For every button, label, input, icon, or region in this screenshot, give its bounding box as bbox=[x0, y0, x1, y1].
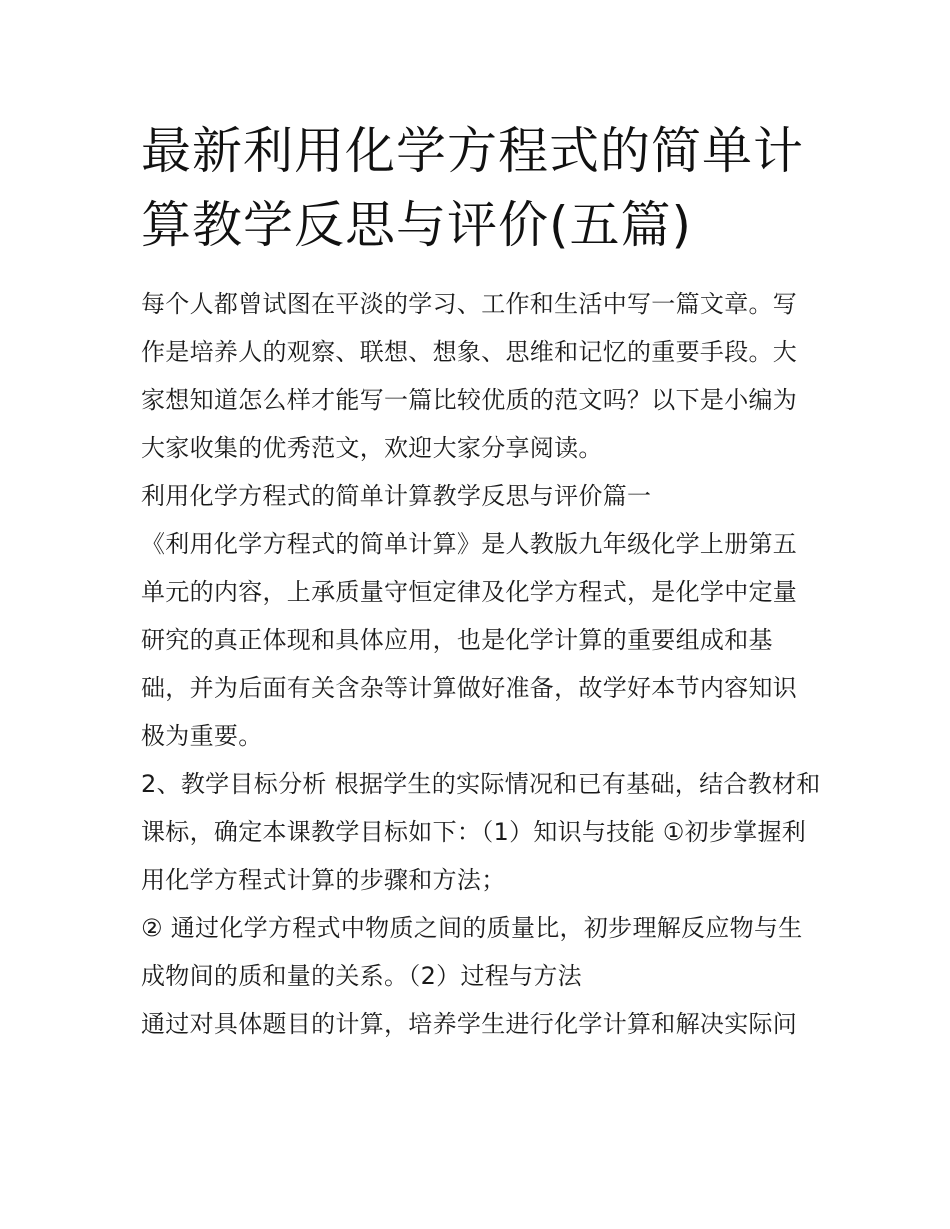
document-body bbox=[141, 280, 821, 1048]
objectives-item-paragraph: ② 通过化学方程式中物质之间的质量比，初步理解反应物与生成物间的质和量的关系。（2）过程与方法 bbox=[141, 914, 803, 990]
method-paragraph: 通过对具体题目的计算，培养学生进行化学计算和解决实际问 bbox=[141, 1010, 798, 1038]
content-paragraph: 《利用化学方程式的简单计算》是人教版九年级化学上册第五单元的内容，上承质量守恒定律及化学方程式，是化学中定量研究的真正体现和具体应用，也是化学计算的重要组成和基础，并为后面有关含杂等计算做好准备，故学好本节内容知识极为重要。 bbox=[141, 530, 798, 750]
document-title: 最新利用化学方程式的简单计算教学反思与评价(五篇) bbox=[141, 122, 804, 254]
section-heading: 利用化学方程式的简单计算教学反思与评价篇一 bbox=[141, 482, 652, 510]
intro-paragraph: 每个人都曾试图在平淡的学习、工作和生活中写一篇文章。写作是培养人的观察、联想、想象、思维和记忆的重要手段。大家想知道怎么样才能写一篇比较优质的范文吗？以下是小编为大家收集的优秀范文，欢迎大家分享阅读。 bbox=[141, 290, 798, 462]
objectives-paragraph: 2、教学目标分析 根据学生的实际情况和已有基础，结合教材和课标，确定本课教学目标如下：（1）知识与技能 ①初步掌握利用化学方程式计算的步骤和方法； bbox=[141, 770, 821, 894]
